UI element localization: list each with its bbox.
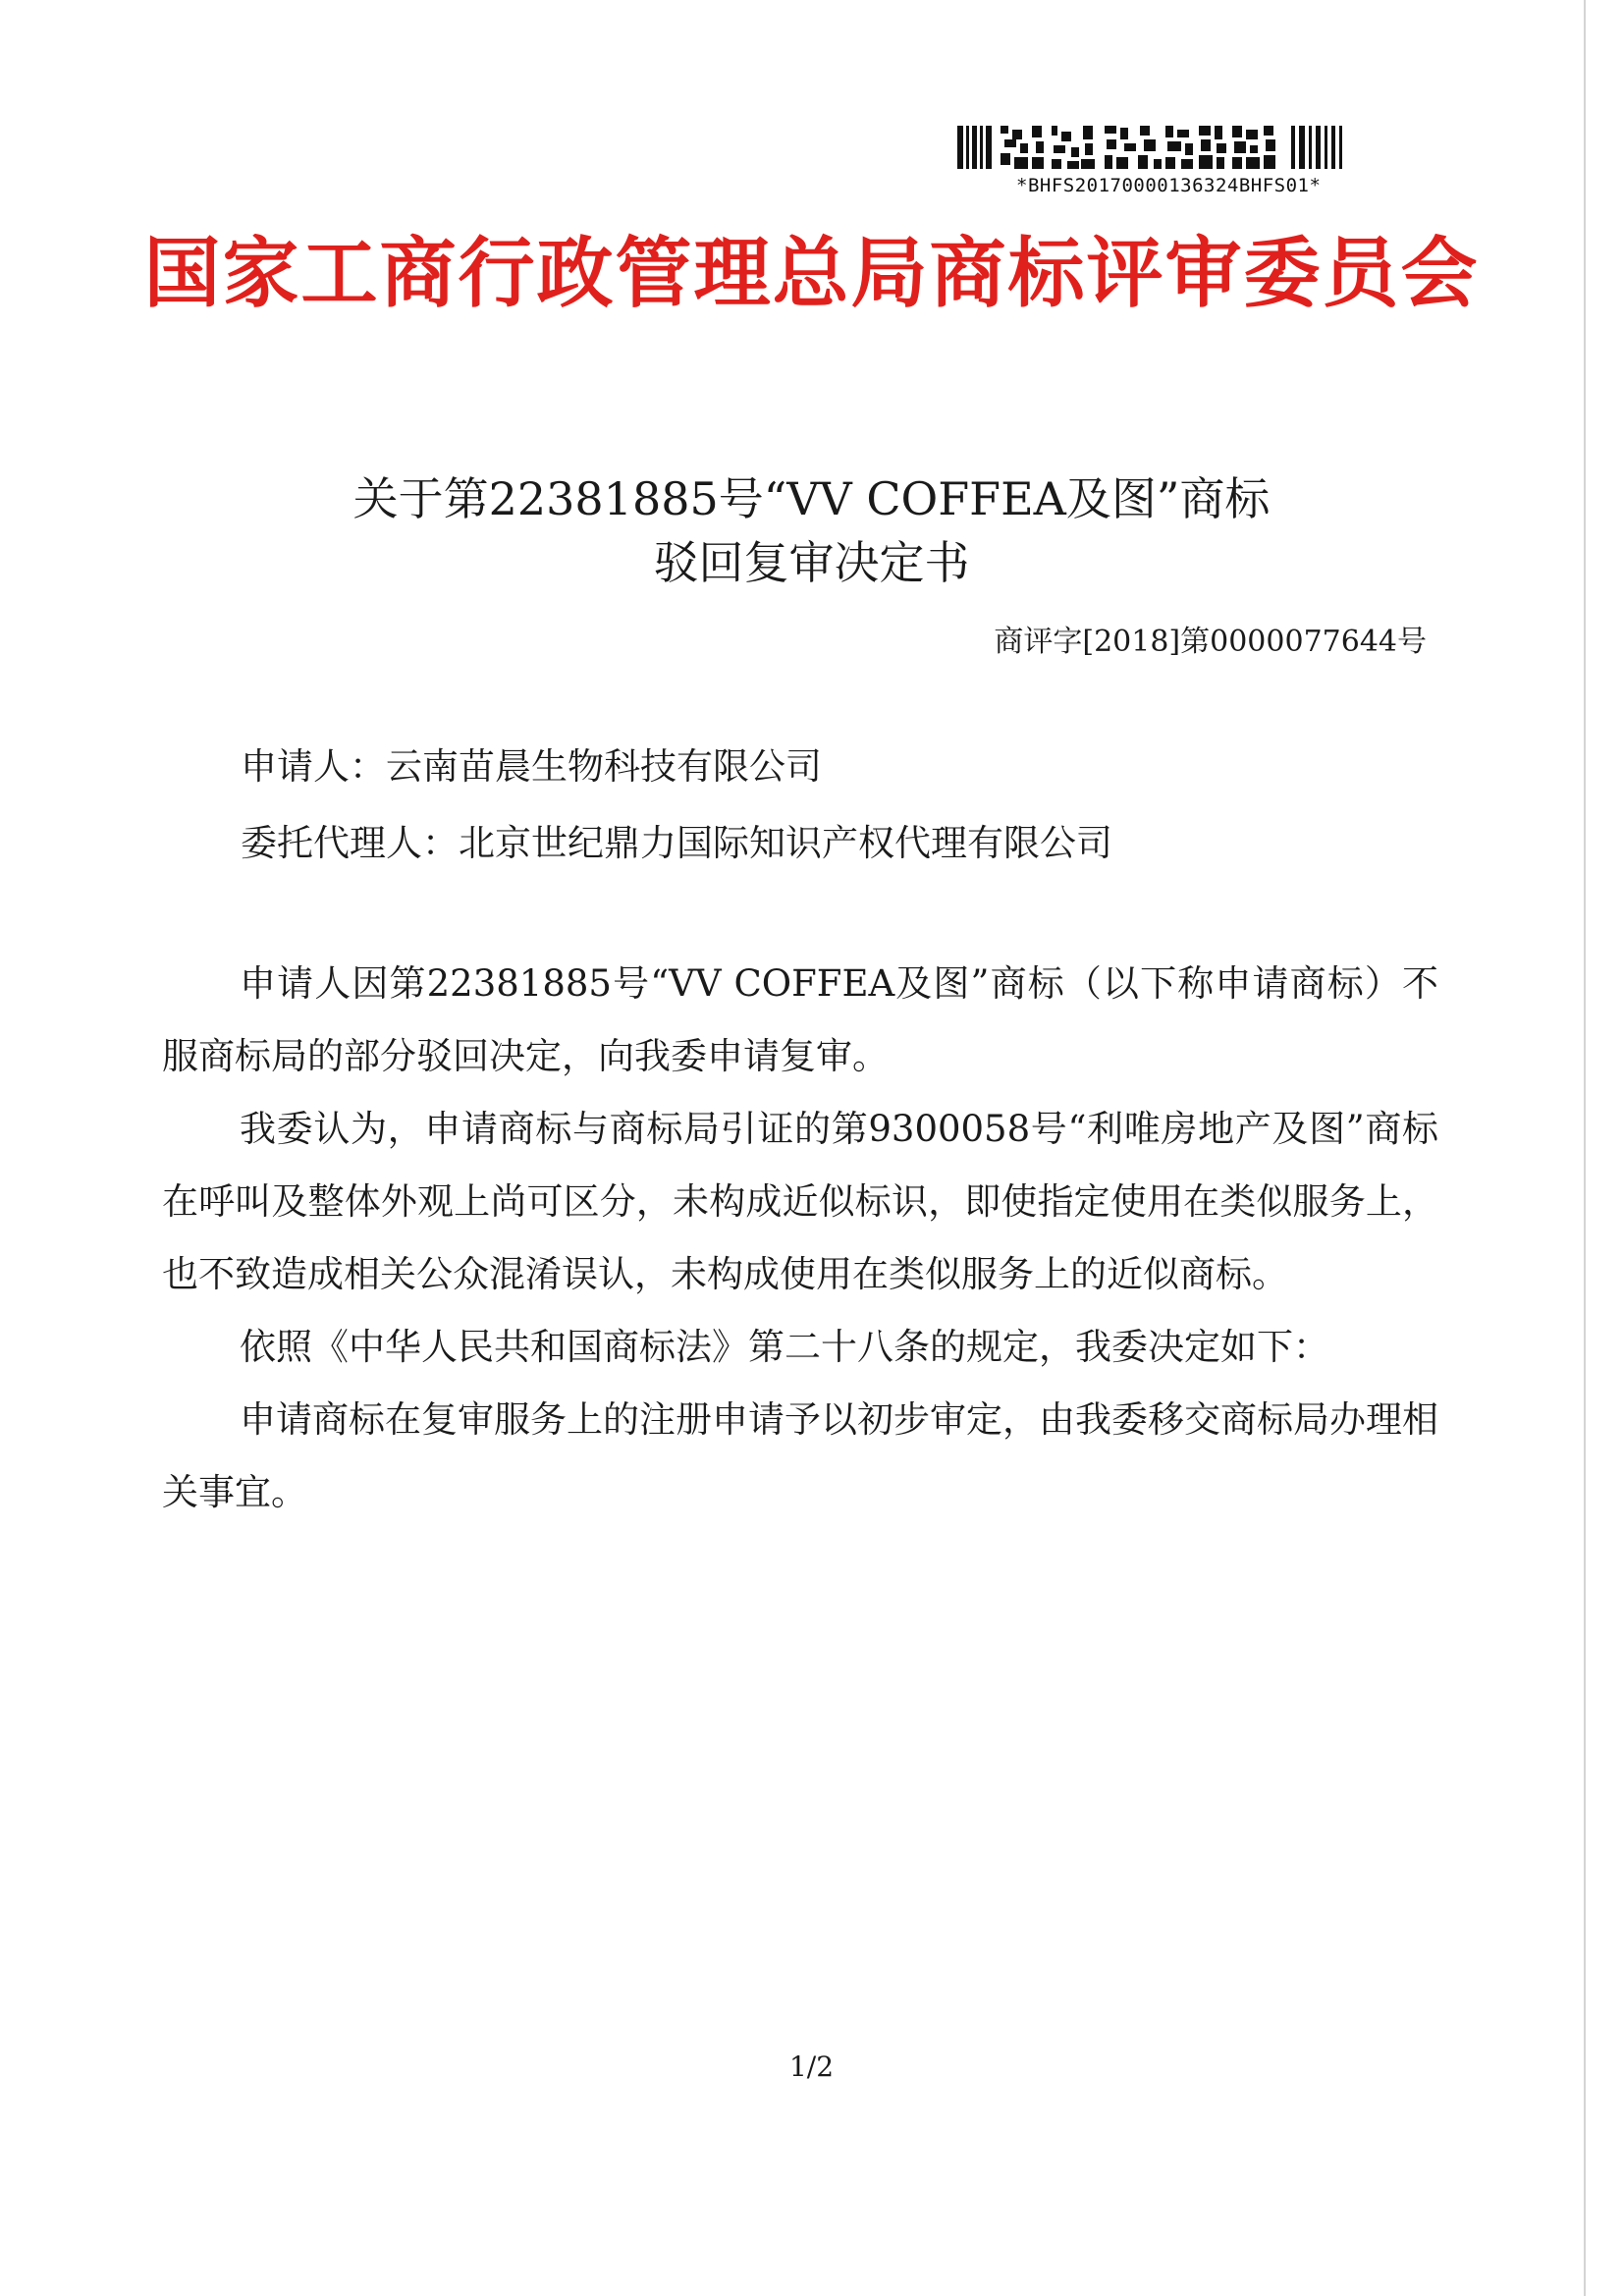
page-number: 1/2 [788,2050,835,2083]
body-paragraph-request: 申请人因第22381885号“VV COFFEA及图”商标（以下称申请商标）不服商标局的部分驳回决定，向我委申请复审。 [162,962,1438,1077]
organization-title: 国家工商行政管理总局商标评审委员会 [143,230,1480,318]
document-reference-number: 商评字[2018]第0000077644号 [994,625,1427,659]
barcode-image [957,126,1360,169]
body-paragraph-reasoning: 我委认为，申请商标与商标局引证的第9300058号“利唯房地产及图”商标在呼叫及整体外观上尚可区分，未构成近似标识，即使指定使用在类似服务上，也不致造成相关公众混淆误认，未构成使用在类似服务上的近似商标。 [162,1108,1438,1295]
barcode-number: *BHFS20170000136324BHFS01* [1016,175,1322,196]
body-paragraph-decision: 申请商标在复审服务上的注册申请予以初步审定，由我委移交商标局办理相关事宜。 [162,1398,1438,1513]
body-paragraph-legal-basis: 依照《中华人民共和国商标法》第二十八条的规定，我委决定如下： [240,1326,1329,1368]
document-title-line-1: 关于第22381885号“VV COFFEA及图”商标 [352,472,1271,525]
decision-body [162,948,1438,1529]
agent-line: 委托代理人：北京世纪鼎力国际知识产权代理有限公司 [241,822,1112,864]
document-title-line-2: 驳回复审决定书 [653,536,970,589]
barcode-block [957,126,1370,199]
applicant-line: 申请人：云南苗晨生物科技有限公司 [241,745,822,788]
scan-edge-line [1584,0,1586,2296]
